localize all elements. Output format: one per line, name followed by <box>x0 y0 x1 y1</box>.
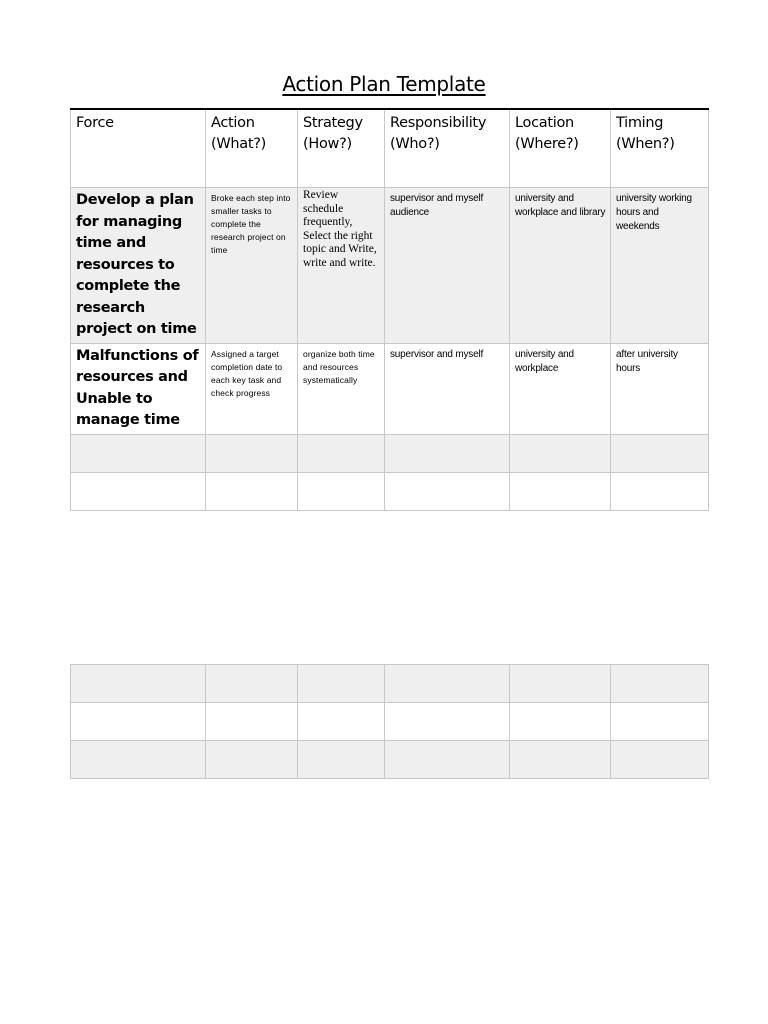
header-timing-label: Timing <box>616 115 664 131</box>
header-action <box>206 109 298 188</box>
empty-cell <box>298 741 385 779</box>
location-cell: university and workplace <box>510 343 611 434</box>
responsibility-cell: supervisor and myself <box>385 343 510 434</box>
empty-cell <box>206 434 298 472</box>
empty-cell <box>298 434 385 472</box>
table-row <box>71 188 709 344</box>
header-strategy <box>298 109 385 188</box>
empty-cell <box>510 434 611 472</box>
header-location <box>510 109 611 188</box>
header-action-label: Action <box>211 115 255 131</box>
force-cell: Malfunctions of resources and Unable to manage time <box>71 343 206 434</box>
header-strategy-sub: (How?) <box>303 136 352 152</box>
header-location-sub: (Where?) <box>515 136 579 152</box>
empty-cell <box>385 472 510 510</box>
empty-cell <box>385 703 510 741</box>
empty-row <box>71 665 709 703</box>
empty-cell <box>71 665 206 703</box>
empty-cell <box>71 472 206 510</box>
empty-cell <box>71 741 206 779</box>
empty-cell <box>611 703 709 741</box>
location-cell: university and workplace and library <box>510 188 611 344</box>
strategy-cell: organize both time and resources systematically <box>298 343 385 434</box>
header-timing-sub: (When?) <box>616 136 675 152</box>
header-strategy-label: Strategy <box>303 115 363 131</box>
header-responsibility-sub: (Who?) <box>390 136 440 152</box>
continuation-table <box>70 664 709 779</box>
empty-row <box>71 472 709 510</box>
empty-cell <box>510 665 611 703</box>
force-cell: Develop a plan for managing time and resources to complete the research project on time <box>71 188 206 344</box>
header-force-label: Force <box>76 115 114 131</box>
empty-row <box>71 434 709 472</box>
empty-cell <box>510 472 611 510</box>
timing-cell: university working hours and weekends <box>611 188 709 344</box>
header-responsibility-label: Responsibility <box>390 115 487 131</box>
header-timing <box>611 109 709 188</box>
empty-cell <box>298 703 385 741</box>
empty-cell <box>611 741 709 779</box>
empty-cell <box>206 665 298 703</box>
action-cell: Broke each step into smaller tasks to complete the research project on time <box>206 188 298 344</box>
empty-cell <box>385 434 510 472</box>
empty-cell <box>611 665 709 703</box>
strategy-cell: Review schedule frequently, Select the right topic and Write, write and write. <box>298 188 385 344</box>
empty-cell <box>206 741 298 779</box>
page-title: Action Plan Template <box>282 72 486 96</box>
empty-cell <box>206 472 298 510</box>
empty-cell <box>510 741 611 779</box>
header-action-sub: (What?) <box>211 136 267 152</box>
empty-cell <box>385 741 510 779</box>
empty-row <box>71 703 709 741</box>
empty-cell <box>298 472 385 510</box>
action-cell: Assigned a target completion date to each key task and check progress <box>206 343 298 434</box>
empty-cell <box>385 665 510 703</box>
empty-cell <box>510 703 611 741</box>
header-responsibility <box>385 109 510 188</box>
empty-cell <box>298 665 385 703</box>
action-plan-table <box>70 108 709 511</box>
empty-cell <box>611 472 709 510</box>
empty-cell <box>206 703 298 741</box>
empty-row <box>71 741 709 779</box>
empty-cell <box>71 703 206 741</box>
header-row <box>71 109 709 188</box>
timing-cell: after university hours <box>611 343 709 434</box>
empty-cell <box>71 434 206 472</box>
table-row <box>71 343 709 434</box>
header-force <box>71 109 206 188</box>
empty-cell <box>611 434 709 472</box>
responsibility-cell: supervisor and myself audience <box>385 188 510 344</box>
header-location-label: Location <box>515 115 574 131</box>
